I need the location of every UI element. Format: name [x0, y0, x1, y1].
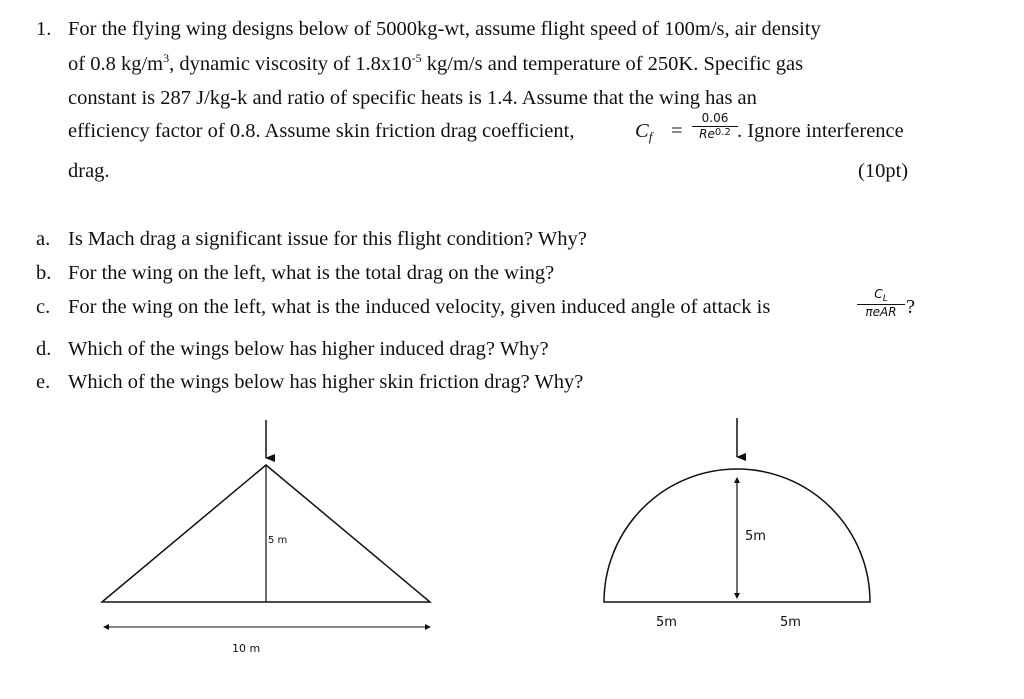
induced-angle-numerator-base: C	[874, 287, 883, 301]
left-wing-diagram	[102, 420, 430, 655]
cf-symbol-base: C	[635, 120, 649, 142]
cf-denominator-base: Re	[699, 127, 715, 141]
right-wing-right-radius-label: 5m	[780, 615, 801, 630]
problem-line-2c: kg/m/s and temperature of 250K. Specific gas	[421, 53, 804, 75]
problem-line-3: constant is 287 J/kg-k and ratio of specific heats is 1.4. Assume that the wing has an	[68, 87, 757, 109]
right-wing-left-radius-label: 5m	[656, 615, 677, 630]
right-wing-diagram	[604, 418, 870, 630]
induced-angle-numerator-subscript: L	[882, 294, 888, 304]
problem-line-1: For the flying wing designs below of 5000kg-wt, assume flight speed of 100m/s, air density	[68, 18, 821, 40]
density-exponent: 3	[163, 51, 170, 65]
question-c-text: For the wing on the left, what is the induced velocity, given induced angle of attack is	[68, 296, 771, 318]
question-a-label: a.	[36, 228, 51, 250]
question-e-label: e.	[36, 371, 51, 393]
problem-number: 1.	[36, 18, 52, 40]
question-b-text: For the wing on the left, what is the total drag on the wing?	[68, 262, 555, 284]
question-e-text: Which of the wings below has higher skin friction drag? Why?	[68, 371, 584, 393]
cf-numerator: 0.06	[701, 111, 729, 125]
left-wing-height-label: 5 m	[268, 535, 288, 546]
problem-line-4a: efficiency factor of 0.8. Assume skin friction drag coefficient,	[68, 120, 575, 142]
question-a-text: Is Mach drag a significant issue for this flight condition? Why?	[68, 228, 587, 250]
induced-angle-denominator: πeAR	[865, 305, 897, 319]
question-b-label: b.	[36, 262, 52, 284]
question-d-label: d.	[36, 338, 52, 360]
cf-symbol-subscript: f	[648, 129, 653, 144]
problem-line-4b: . Ignore interference	[737, 120, 904, 142]
question-c-label: c.	[36, 296, 51, 318]
viscosity-exponent: -5	[411, 51, 422, 65]
question-d-text: Which of the wings below has higher induced drag? Why?	[68, 338, 549, 360]
points-label: (10pt)	[858, 160, 909, 182]
problem-line-2b: , dynamic viscosity of 1.8x10	[169, 53, 412, 75]
cf-denominator-exponent: 0.2	[714, 127, 731, 138]
cf-equals: =	[671, 120, 683, 142]
problem-line-5: drag.	[68, 160, 110, 182]
problem-line-2a: of 0.8 kg/m	[68, 53, 164, 75]
left-wing-span-label: 10 m	[232, 642, 261, 655]
right-wing-height-label: 5m	[745, 529, 766, 544]
question-c-tail: ?	[906, 296, 916, 318]
